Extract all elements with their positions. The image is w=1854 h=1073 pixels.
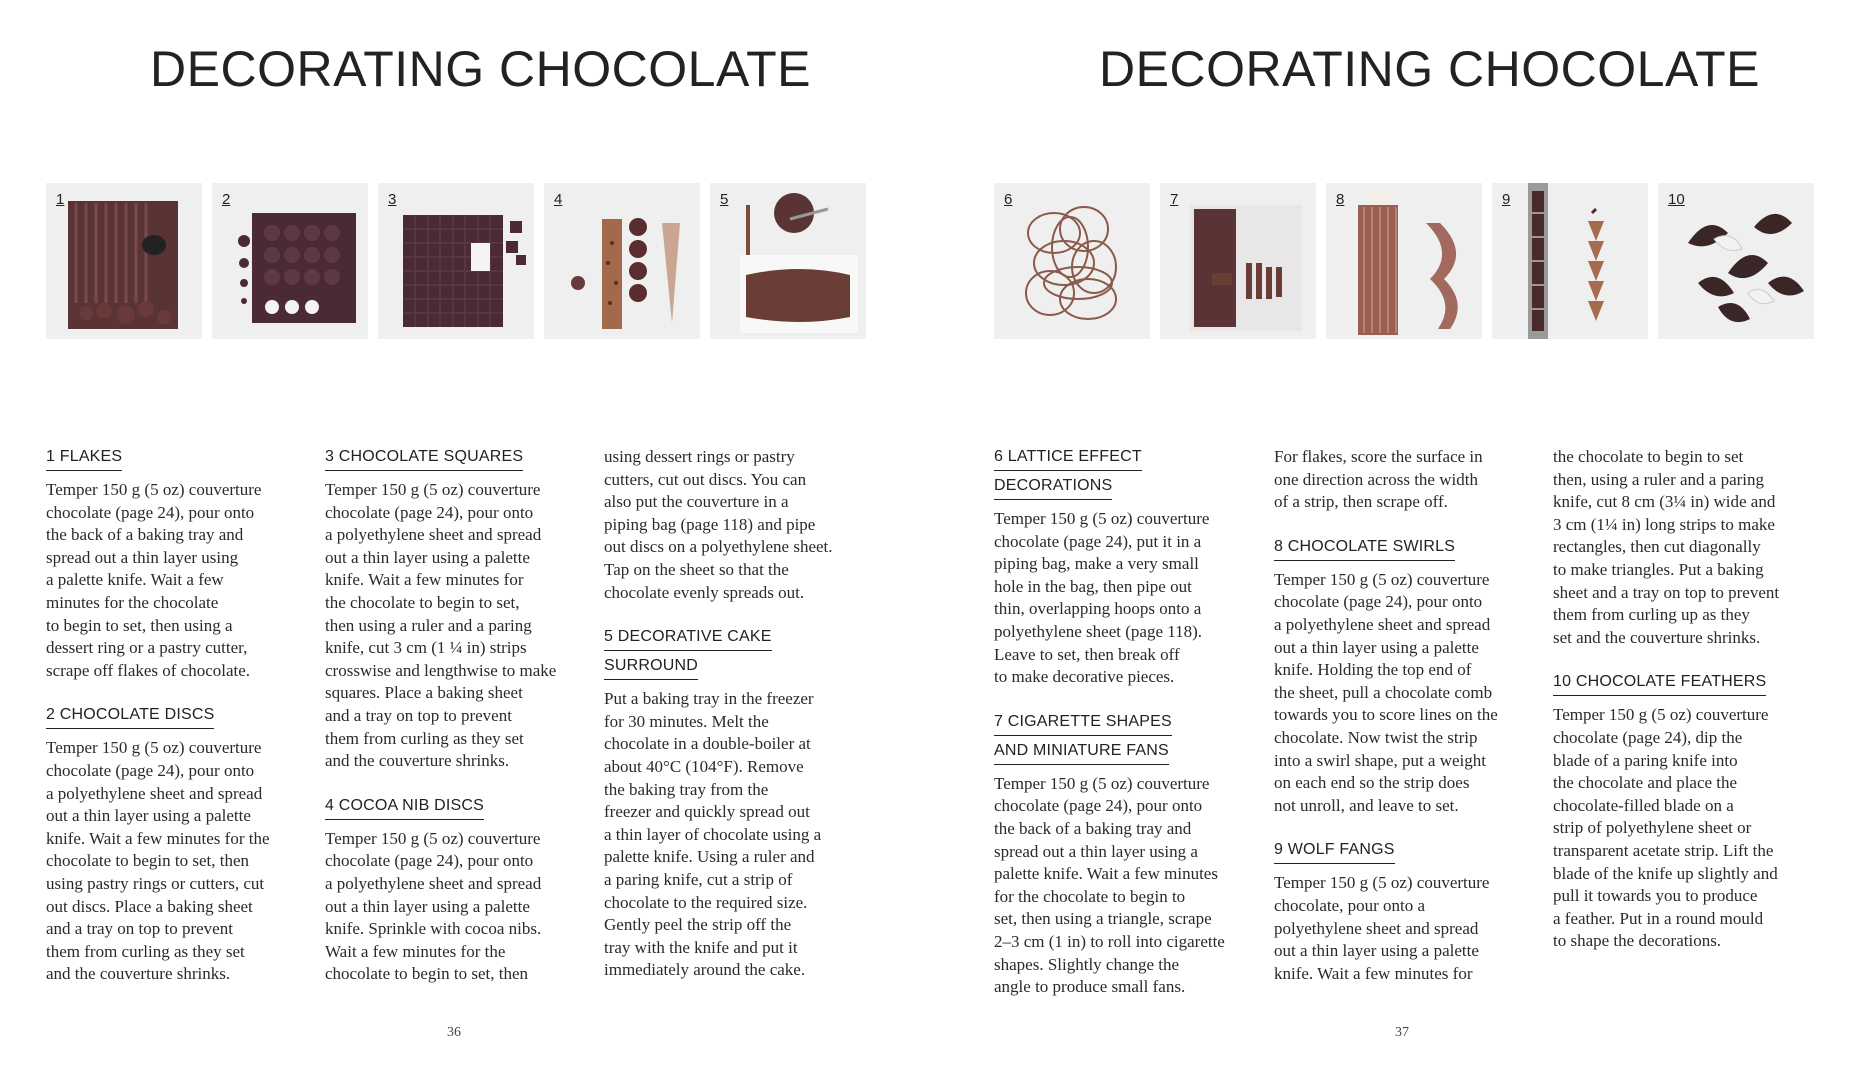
left-column-3 bbox=[604, 446, 866, 1000]
flakes-illustration bbox=[46, 183, 202, 339]
section-heading-lattice-line1: 6 LATTICE EFFECT bbox=[994, 446, 1142, 471]
section-text-chocolate-squares: Temper 150 g (5 oz) couverture chocolate (page 24), pour onto a polyethylene sheet and spread out a thin layer using a palette knife. Wait a few minutes for the chocolate to begin to set, then using a ruler and a paring knife, cut 3 cm (1 ¼ in) strips crosswise and lengthwise to make squares. Place a baking sheet and a tray on top to prevent them from curling as they set and the couverture shrinks. bbox=[325, 480, 557, 771]
photo-chocolate-swirls bbox=[1326, 183, 1482, 339]
left-column-1 bbox=[46, 442, 308, 1004]
squares-illustration bbox=[378, 183, 534, 339]
photo-lattice-effect bbox=[994, 183, 1150, 339]
cake-surround-illustration bbox=[710, 183, 866, 339]
section-heading-chocolate-discs: 2 CHOCOLATE DISCS bbox=[46, 704, 214, 729]
section-text-cocoa-nib-discs: Temper 150 g (5 oz) couverture chocolate (page 24), pour onto a polyethylene sheet and spread out a thin layer using a palette knife. Sprinkle with cocoa nibs. Wait a few minutes for the chocolate to begin to set, then bbox=[325, 828, 542, 984]
section-text-cigarettes: Temper 150 g (5 oz) couverture chocolate (page 24), pour onto the back of a baking tray and spread out a thin layer using a palette knife. Wait a few minutes for the chocolate to begin to set, then using a triangle, scrape 2–3 cm (1 in) to roll into cigarette shapes. Slightly change the angle to produce small fans. bbox=[994, 773, 1225, 997]
photo-number: 9 bbox=[1502, 191, 1511, 208]
photo-number: 7 bbox=[1170, 191, 1179, 208]
page-number: 36 bbox=[447, 1025, 461, 1040]
section-text-chocolate-discs: Temper 150 g (5 oz) couverture chocolate (page 24), pour onto a polyethylene sheet and spread out a thin layer using a palette knife. Wait a few minutes for the chocolate to begin to set, then using pastry rings or cutters, cut out discs. Place a baking sheet and a tray on top to prevent them from curling as they set and the couverture shrinks. bbox=[46, 738, 270, 984]
photo-flakes bbox=[46, 183, 202, 339]
section-heading-chocolate-squares: 3 CHOCOLATE SQUARES bbox=[325, 446, 523, 471]
photo-cigarette-shapes bbox=[1160, 183, 1316, 339]
wolf-fangs-illustration bbox=[1492, 183, 1648, 339]
photo-number: 5 bbox=[720, 191, 729, 208]
right-page-title: DECORATING CHOCOLATE bbox=[1099, 41, 1760, 97]
page-number: 37 bbox=[1395, 1025, 1409, 1040]
right-column-1 bbox=[994, 442, 1256, 1017]
section-text-flakes-note: For flakes, score the surface in one direction across the width of a strip, then scrape off. bbox=[1274, 447, 1483, 512]
section-text-cocoa-nib-discs-cont: using dessert rings or pastry cutters, cut out discs. You can also put the couverture in a piping bag (page 118) and pipe out discs on a polyethylene sheet. Tap on the sheet so that the chocolate evenly spreads out. bbox=[604, 447, 833, 602]
left-page-title: DECORATING CHOCOLATE bbox=[150, 41, 811, 97]
section-heading-cake-surround-line1: 5 DECORATIVE CAKE bbox=[604, 626, 772, 651]
section-text-wolf-fangs: Temper 150 g (5 oz) couverture chocolate, pour onto a polyethylene sheet and spread out a thin layer using a palette knife. Wait a few minutes for bbox=[1274, 873, 1490, 983]
left-column-2 bbox=[325, 442, 587, 1004]
photo-number: 4 bbox=[554, 191, 563, 208]
photo-decorative-cake-surround bbox=[710, 183, 866, 339]
lattice-illustration bbox=[994, 183, 1150, 339]
photo-number: 10 bbox=[1668, 191, 1685, 208]
right-page bbox=[927, 0, 1854, 1073]
section-text-lattice: Temper 150 g (5 oz) couverture chocolate (page 24), put it in a piping bag, make a very small hole in the bag, then pipe out thin, overlapping hoops onto a polyethylene sheet (page 118). Leave to set, then break off to make decorative pieces. bbox=[994, 509, 1210, 687]
photo-number: 8 bbox=[1336, 191, 1345, 208]
discs-illustration bbox=[212, 183, 368, 339]
section-text-flakes: Temper 150 g (5 oz) couverture chocolate (page 24), pour onto the back of a baking tray and spread out a thin layer using a palette knife. Wait a few minutes for the chocolate to begin to set, then using a dessert ring or a pastry cutter, scrape off flakes of chocolate. bbox=[46, 480, 262, 680]
photo-wolf-fangs bbox=[1492, 183, 1648, 339]
photo-chocolate-squares bbox=[378, 183, 534, 339]
cigarettes-illustration bbox=[1160, 183, 1316, 339]
section-heading-cigarettes-line1: 7 CIGARETTE SHAPES bbox=[994, 711, 1172, 736]
photo-number: 1 bbox=[56, 191, 65, 208]
photo-number: 3 bbox=[388, 191, 397, 208]
section-heading-cake-surround-line2: SURROUND bbox=[604, 655, 698, 680]
photo-cocoa-nib-discs bbox=[544, 183, 700, 339]
photo-number: 2 bbox=[222, 191, 231, 208]
section-heading-flakes: 1 FLAKES bbox=[46, 446, 122, 471]
photo-number: 6 bbox=[1004, 191, 1013, 208]
section-text-chocolate-feathers: Temper 150 g (5 oz) couverture chocolate (page 24), dip the blade of a paring knife into the chocolate and place the chocolate-filled blade on a strip of polyethylene sheet or transparent acetate strip. Lift the blade of the knife up slightly and pull it towards you to produce a feather. Put in a round mould to shape the decorations. bbox=[1553, 705, 1778, 951]
section-text-wolf-fangs-cont: the chocolate to begin to set then, using a ruler and a paring knife, cut 8 cm (3¼ in) wide and 3 cm (1¼ in) long strips to make rectangles, then cut diagonally to make triangles. Put a baking sheet and a tray on top to prevent them from curling up as they set and the couverture shrinks. bbox=[1553, 447, 1780, 647]
section-heading-cocoa-nib-discs: 4 COCOA NIB DISCS bbox=[325, 795, 484, 820]
right-column-2 bbox=[1274, 446, 1536, 1003]
section-text-chocolate-swirls: Temper 150 g (5 oz) couverture chocolate (page 24), pour onto a polyethylene sheet and spread out a thin layer using a palette knife. Holding the top end of the sheet, pull a chocolate comb towards you to score lines on the chocolate. Now twist the strip into a swirl shape, put a weight on each end so the strip does not unroll, and leave to set. bbox=[1274, 569, 1498, 815]
photo-chocolate-discs bbox=[212, 183, 368, 339]
section-heading-chocolate-swirls: 8 CHOCOLATE SWIRLS bbox=[1274, 536, 1455, 561]
photo-chocolate-feathers bbox=[1658, 183, 1814, 339]
swirls-illustration bbox=[1326, 183, 1482, 339]
nib-discs-illustration bbox=[544, 183, 700, 339]
section-heading-chocolate-feathers: 10 CHOCOLATE FEATHERS bbox=[1553, 671, 1766, 696]
section-heading-lattice-line2: DECORATIONS bbox=[994, 475, 1112, 500]
right-column-3 bbox=[1553, 446, 1815, 971]
section-text-cake-surround: Put a baking tray in the freezer for 30 minutes. Melt the chocolate in a double-boiler at about 40°C (104°F). Remove the baking tray from the freezer and quickly spread out a thin layer of chocolate using a palette knife. Using a ruler and a paring knife, cut a strip of chocolate to the required size. Gently peel the strip off the tray with the knife and put it immediately around the cake. bbox=[604, 689, 822, 980]
section-heading-cigarettes-line2: AND MINIATURE FANS bbox=[994, 740, 1169, 765]
section-heading-wolf-fangs: 9 WOLF FANGS bbox=[1274, 839, 1395, 864]
